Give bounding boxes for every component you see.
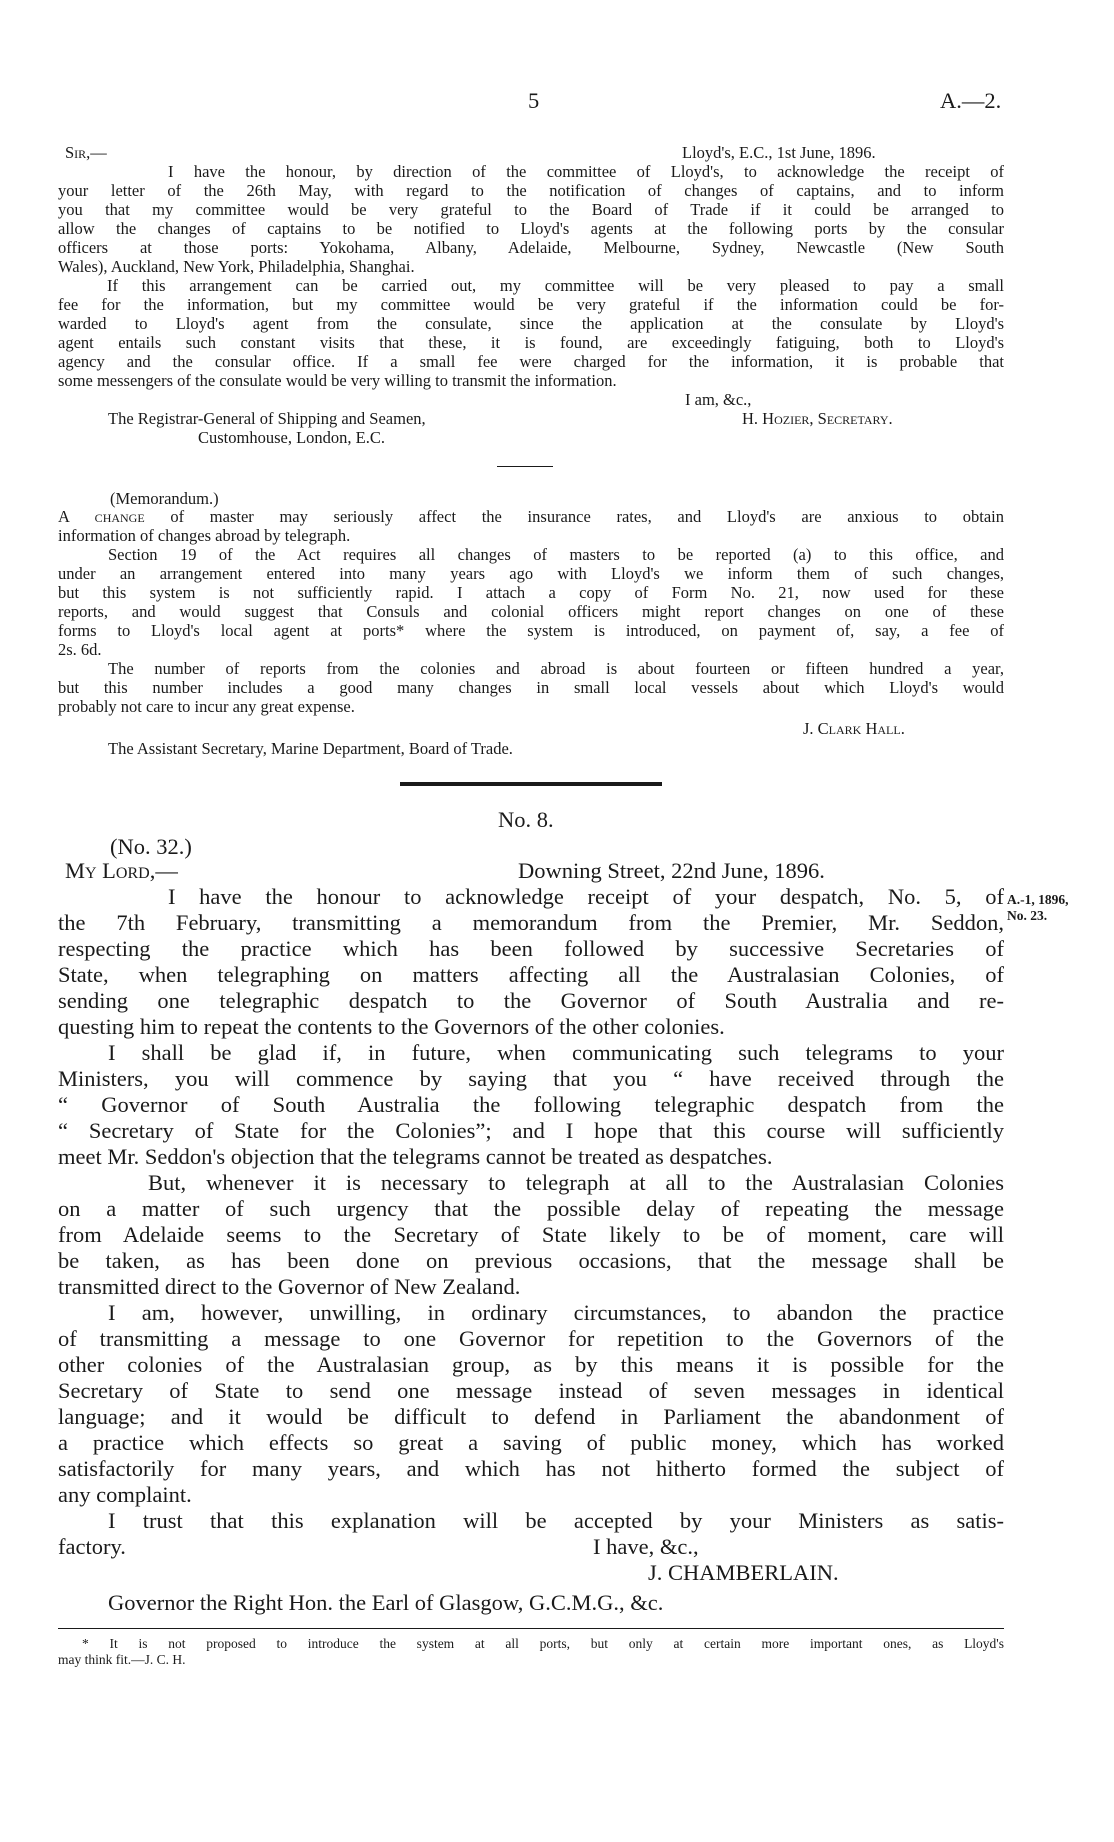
margin-note-number: No. 23. (1007, 908, 1048, 923)
memorandum-text-line: information of changes abroad by telegraph. (58, 526, 351, 545)
despatch-salutation: My Lord,— (65, 858, 178, 883)
letter-text-line: some messengers of the consulate would be very willing to transmit the information. (58, 371, 617, 390)
despatch-text-line: of transmitting a message to one Governor for repetition to the Governors of the (58, 1326, 1004, 1351)
despatch-text-line: I shall be glad if, in future, when communicating such telegrams to your (108, 1040, 1004, 1065)
despatch-text-line: a practice which effects so great a saving of public money, which has worked (58, 1430, 1004, 1455)
despatch-text-line: the 7th February, transmitting a memorandum from the Premier, Mr. Seddon, (58, 910, 1004, 935)
memorandum-text-line (58, 507, 1004, 526)
despatch-text-line: “ Secretary of State for the Colonies”; and I hope that this course will sufficiently (58, 1118, 1004, 1143)
letter-text-line: agency and the consular office. If a small fee were charged for the information, it is probable that (58, 352, 1004, 371)
letter-addressee-address: Customhouse, London, E.C. (198, 428, 386, 447)
letter-text-line: you that my committee would be very grateful to the Board of Trade if it could be arranged to (58, 200, 1004, 219)
despatch-text-line: factory. (58, 1534, 126, 1559)
despatch-text-line: I am, however, unwilling, in ordinary circumstances, to abandon the practice (108, 1300, 1004, 1325)
despatch-text-line: I have the honour to acknowledge receipt of your despatch, No. 5, of (168, 884, 1004, 909)
despatch-text-line: satisfactorily for many years, and which has not hitherto formed the subject of (58, 1456, 1004, 1481)
despatch-text-line: from Adelaide seems to the Secretary of State likely to be of moment, care will (58, 1222, 1004, 1247)
despatch-reference: (No. 32.) (110, 834, 192, 859)
memorandum-lead-words: A change (58, 507, 145, 526)
despatch-text-line: transmitted direct to the Governor of New Zealand. (58, 1274, 521, 1299)
despatch-text-line: Secretary of State to send one message instead of seven messages in identical (58, 1378, 1004, 1403)
letter-text-line: I have the honour, by direction of the committee of Lloyd's, to acknowledge the receipt of (168, 162, 1004, 181)
letter-signature: H. Hozier, Secretary. (742, 409, 893, 428)
memorandum-text-line: The number of reports from the colonies and abroad is about fourteen or fifteen hundred a year, (108, 659, 1004, 678)
memorandum-heading: (Memorandum.) (110, 489, 219, 508)
memorandum-addressee: The Assistant Secretary, Marine Department, Board of Trade. (108, 739, 513, 758)
despatch-text-line: other colonies of the Australasian group, as by this means it is possible for the (58, 1352, 1004, 1377)
heavy-section-divider (400, 782, 662, 786)
despatch-number: No. 8. (498, 807, 554, 832)
despatch-text-line: be taken, as has been done on previous occasions, that the message shall be (58, 1248, 1004, 1273)
letter-closing: I am, &c., (685, 390, 752, 409)
footnote-line: * It is not proposed to introduce the system at all ports, but only at certain more important ones, as Lloyd's (82, 1636, 1004, 1651)
memorandum-text-line: Section 19 of the Act requires all changes of masters to be reported (a) to this office, and (108, 545, 1004, 564)
letter-text-line: officers at those ports: Yokohama, Albany, Adelaide, Melbourne, Sydney, Newcastle (New South (58, 238, 1004, 257)
section-divider (497, 466, 553, 467)
footnote-line: may think fit.—J. C. H. (58, 1652, 186, 1667)
despatch-text-line: Ministers, you will commence by saying that you “ have received through the (58, 1066, 1004, 1091)
despatch-text-line: “ Governor of South Australia the following telegraphic despatch from the (58, 1092, 1004, 1117)
despatch-text-line: on a matter of such urgency that the possible delay of repeating the message (58, 1196, 1004, 1221)
footnote-rule (58, 1628, 1004, 1629)
despatch-text-line: sending one telegraphic despatch to the Governor of South Australia and re- (58, 988, 1004, 1013)
margin-note-reference: A.-1, 1896, (1007, 892, 1069, 907)
letter-text-line: warded to Lloyd's agent from the consulate, since the application at the consulate by Lloyd's (58, 314, 1004, 333)
memorandum-text-fragment: of master may seriously affect the insurance rates, and Lloyd's are anxious to obtain (144, 507, 1004, 526)
despatch-text-line: State, when telegraphing on matters affecting all the Australasian Colonies, of (58, 962, 1004, 987)
memorandum-text-line: forms to Lloyd's local agent at ports* where the system is introduced, on payment of, say, a fee of (58, 621, 1004, 640)
despatch-text-line: But, whenever it is necessary to telegraph at all to the Australasian Colonies (148, 1170, 1004, 1195)
despatch-text-line: meet Mr. Seddon's objection that the telegrams cannot be treated as despatches. (58, 1144, 773, 1169)
memorandum-text-line: under an arrangement entered into many years ago with Lloyd's we inform them of such changes, (58, 564, 1004, 583)
despatch-text-line: respecting the practice which has been followed by successive Secretaries of (58, 936, 1004, 961)
memorandum-text-line: reports, and would suggest that Consuls and colonial officers might report changes on one of these (58, 602, 1004, 621)
memorandum-text-line: but this number includes a good many changes in small local vessels about which Lloyd's would (58, 678, 1004, 697)
letter-text-line: fee for the information, but my committee would be very grateful if the information could be for- (58, 295, 1004, 314)
despatch-signature: J. CHAMBERLAIN. (648, 1560, 839, 1585)
letter-text-line: If this arrangement can be carried out, my committee will be very pleased to pay a small (107, 276, 1004, 295)
page-number: 5 (528, 88, 540, 113)
letter-salutation: Sir,— (65, 143, 107, 162)
memorandum-text-line: probably not care to incur any great expense. (58, 697, 355, 716)
memorandum-text-line: but this system is not sufficiently rapid. I attach a copy of Form No. 21, now used for these (58, 583, 1004, 602)
despatch-place-date: Downing Street, 22nd June, 1896. (518, 858, 825, 883)
letter-text-line: allow the changes of captains to be notified to Lloyd's agents at the following ports by the consular (58, 219, 1004, 238)
memorandum-signature: J. Clark Hall. (803, 719, 905, 738)
letter-text-line: Wales), Auckland, New York, Philadelphia, Shanghai. (58, 257, 415, 276)
despatch-text-line: any complaint. (58, 1482, 192, 1507)
letter-text-line: your letter of the 26th May, with regard to the notification of changes of captains, and to inform (58, 181, 1004, 200)
despatch-text-line: questing him to repeat the contents to the Governors of the other colonies. (58, 1014, 725, 1039)
despatch-text-line: language; and it would be difficult to defend in Parliament the abandonment of (58, 1404, 1004, 1429)
memorandum-text-line: 2s. 6d. (58, 640, 102, 659)
paper-reference: A.—2. (940, 88, 1002, 113)
letter-place-date: Lloyd's, E.C., 1st June, 1896. (682, 143, 876, 162)
despatch-addressee: Governor the Right Hon. the Earl of Glasgow, G.C.M.G., &c. (108, 1590, 664, 1615)
letter-addressee: The Registrar-General of Shipping and Seamen, (108, 409, 426, 428)
despatch-text-line: I trust that this explanation will be accepted by your Ministers as satis- (108, 1508, 1004, 1533)
despatch-closing: I have, &c., (593, 1534, 699, 1559)
letter-text-line: agent entails such constant visits that these, it is found, are exceedingly fatiguing, both to Lloyd's (58, 333, 1004, 352)
